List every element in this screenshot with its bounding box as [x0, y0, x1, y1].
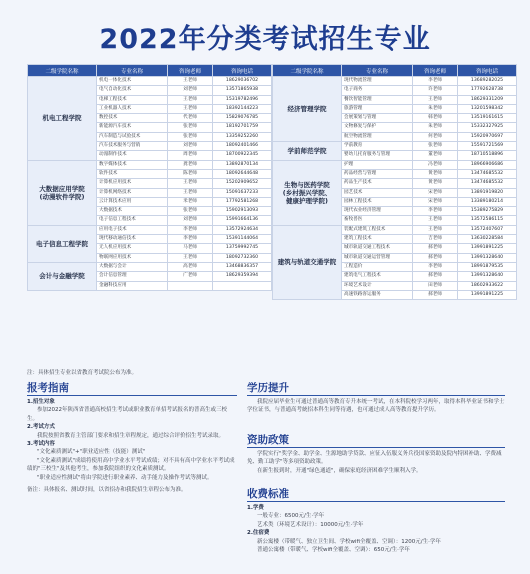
- phone-number: 18966906686: [458, 160, 517, 169]
- table-row: [28, 225, 272, 234]
- teacher-name: 高老师: [168, 262, 213, 271]
- teacher-name: 王老师: [168, 104, 213, 113]
- teacher-name: 李老师: [413, 262, 458, 271]
- table-row: [28, 77, 272, 86]
- fees-tuition-general: 一般专业：6500元/生·学年: [257, 513, 325, 520]
- teacher-name: 李老师: [168, 235, 213, 244]
- major-name: 会展策划与管理: [342, 114, 413, 123]
- teacher-name: 张老师: [168, 132, 213, 141]
- phone-number: 13201598342: [458, 104, 517, 113]
- major-name: 新能源汽车技术: [97, 123, 168, 132]
- phone-number: 15902913093: [213, 207, 272, 216]
- college-name: 机电工程学院: [28, 77, 97, 161]
- teacher-name: 宋老师: [413, 197, 458, 206]
- teacher-name: 王老师: [168, 95, 213, 104]
- phone-number: 15389275829: [458, 207, 517, 216]
- phone-number: 13991328640: [458, 272, 517, 281]
- major-name: 婴幼儿托育服务与管理: [342, 151, 413, 160]
- table-row: [28, 262, 272, 271]
- major-name: 城市轨道交通运营管理: [342, 253, 413, 262]
- major-name: 餐饮智能管理: [342, 95, 413, 104]
- teacher-name: 张老师: [168, 207, 213, 216]
- major-name: 应用电子技术: [97, 225, 168, 234]
- phone-number: 15202909652: [213, 179, 272, 188]
- teacher-name: 刘老师: [168, 216, 213, 225]
- table-note: 注：具体招生专业以省教育考试院公布为准。: [27, 370, 138, 376]
- major-name: 装配式建筑工程技术: [342, 225, 413, 234]
- guide-content-heading: 3.考试内容: [27, 441, 55, 448]
- major-name: 计算机应用技术: [97, 179, 168, 188]
- teacher-name: 郝老师: [413, 272, 458, 281]
- phone-number: 13759992745: [213, 244, 272, 253]
- phone-number: 13891919820: [458, 188, 517, 197]
- college-name: 大数据应用学院 (动漫软件学院): [28, 160, 97, 225]
- phone-number: 17792581268: [213, 197, 272, 206]
- phone-number: 13572586115: [458, 216, 517, 225]
- phone-number: 13468836357: [213, 262, 272, 271]
- phone-number: 18392144223: [213, 104, 272, 113]
- phone-number: 18629359394: [213, 272, 272, 281]
- teacher-name: 郝老师: [413, 244, 458, 253]
- teacher-name: 冯老师: [413, 160, 458, 169]
- major-name: 园艺技术: [342, 188, 413, 197]
- major-name: 园林工程技术: [342, 197, 413, 206]
- teacher-name: 李老师: [168, 225, 213, 234]
- teacher-name: 朱老师: [413, 104, 458, 113]
- teacher-name: 马老师: [168, 244, 213, 253]
- left-majors-table: [27, 64, 272, 291]
- major-name: 建筑电气工程技术: [342, 272, 413, 281]
- guide-content: [27, 398, 237, 494]
- table-row: [273, 225, 517, 234]
- table-row: [273, 77, 517, 86]
- table-row: [28, 160, 272, 169]
- fees-divider: [247, 501, 505, 502]
- teacher-name: 朱老师: [413, 123, 458, 132]
- phone-number: 13991891225: [458, 290, 517, 299]
- phone-number: 18991879535: [458, 262, 517, 271]
- phone-number: 13571865938: [213, 86, 272, 95]
- table-row: [273, 160, 517, 169]
- phone-number: 15319782496: [213, 95, 272, 104]
- phone-number: 18629036702: [213, 77, 272, 86]
- major-name: 动漫制作技术: [97, 151, 168, 160]
- major-name: 数字媒体技术: [97, 160, 168, 169]
- fees-housing-new: 新公寓楼（带暖气、独立卫生间、学校wifi全覆盖、空调）：1200元/生·学年: [257, 538, 441, 545]
- phone-number: 18710518896: [458, 151, 517, 160]
- major-name: 计算机网络技术: [97, 188, 168, 197]
- col-phone: 咨询电话: [213, 65, 272, 77]
- phone-number: 18092644648: [213, 169, 272, 178]
- fees-title: 收费标准: [247, 488, 289, 500]
- right-majors-table: [272, 64, 517, 300]
- phone-number: 18092732360: [213, 253, 272, 262]
- teacher-name: [168, 281, 213, 290]
- guide-content-c: "职业适应性测试"将由学院进行职业素养、动手能力及操作考试等测试。: [37, 474, 213, 481]
- guide-method-text: 我院按照省教育主管部门要求和招生章程规定，通过综合评价招生考试录取。: [37, 432, 225, 439]
- phone-number: 13572924634: [213, 225, 272, 234]
- teacher-name: 韩老师: [413, 114, 458, 123]
- major-name: 航空物流管理: [342, 132, 413, 141]
- major-name: 电子信息工程技术: [97, 216, 168, 225]
- upgrade-text: 我院应届毕业生可通过普通高等教育专升本统一考试，在本科院校学习两年，取得本科毕业证书和学士学位证书，与普通高考統招本科生同等待遇，也可通过成人高等教育提升学历。: [247, 399, 505, 414]
- teacher-name: 王老师: [413, 225, 458, 234]
- teacher-name: 张老师: [168, 123, 213, 132]
- aid-text-1: 学院实行"奖学金、助学金、生源地助学贷款、应征入伍服义务兵役国家资助及院内特困补助、学费减免、勤工助学"等多项资助政策。: [247, 451, 502, 466]
- phone-number: 13991328640: [458, 253, 517, 262]
- major-name: 工程造价: [342, 262, 413, 271]
- major-name: 大数据技术: [97, 207, 168, 216]
- guide-content-a: "文化素质测试"+"职业适应性（技能）测试": [37, 449, 146, 456]
- table-row: [273, 142, 517, 151]
- teacher-name: 王老师: [413, 216, 458, 225]
- major-name: 城市轨道交通工程技术: [342, 244, 413, 253]
- phone-number: 13359252260: [213, 132, 272, 141]
- phone-number: 15591721569: [458, 142, 517, 151]
- college-name: 经济管理学院: [273, 77, 342, 142]
- major-name: 文物修复与保护: [342, 123, 413, 132]
- phone-number: 18092401466: [213, 142, 272, 151]
- major-name: 药品生产技术: [342, 179, 413, 188]
- teacher-name: 王老师: [168, 253, 213, 262]
- teacher-name: 宋老师: [413, 188, 458, 197]
- college-name: 建筑与轨道交通学院: [273, 225, 342, 299]
- teacher-name: 张老师: [413, 142, 458, 151]
- college-name: 会计与金融学院: [28, 262, 97, 290]
- major-name: 学前教育: [342, 142, 413, 151]
- major-name: 药品经营与管理: [342, 169, 413, 178]
- phone-number: 13474685532: [458, 179, 517, 188]
- major-name: 工业机器人技术: [97, 104, 168, 113]
- page-title: 2022年分类考试招生专业: [99, 24, 431, 55]
- teacher-name: 田老师: [413, 281, 458, 290]
- guide-divider: [27, 395, 237, 396]
- major-name: 电梯工程技术: [97, 95, 168, 104]
- teacher-name: 刘老师: [168, 86, 213, 95]
- phone-number: 15829076785: [213, 114, 272, 123]
- major-name: 建筑工程技术: [342, 235, 413, 244]
- phone-number: 15991664136: [213, 216, 272, 225]
- col-college: 二级学院名称: [273, 65, 342, 77]
- teacher-name: 郝老师: [413, 253, 458, 262]
- major-name: 物联网应用技术: [97, 253, 168, 262]
- guide-method-heading: 2.考试方式: [27, 424, 55, 431]
- major-name: 旅游管理: [342, 104, 413, 113]
- major-name: 无人机应用技术: [97, 244, 168, 253]
- guide-remark: 备注：具体报名、测试时间，以省招办和我院招生章程公布为准。: [27, 487, 187, 494]
- phone-number: 13892870134: [213, 160, 272, 169]
- major-name: 畜牧兽医: [342, 216, 413, 225]
- col-major: 专业名称: [342, 65, 413, 77]
- phone-number: 18700922345: [213, 151, 272, 160]
- aid-title: 资助政策: [247, 434, 289, 446]
- teacher-name: 米老师: [168, 197, 213, 206]
- major-name: 环境艺术设计: [342, 281, 413, 290]
- phone-number: 18629331209: [458, 95, 517, 104]
- guide-target-heading: 1.招生对象: [27, 399, 55, 405]
- teacher-name: 吉老师: [413, 235, 458, 244]
- phone-number: 13389180214: [458, 197, 517, 206]
- phone-number: 13572407607: [458, 225, 517, 234]
- major-name: 金融科技应用: [97, 281, 168, 290]
- phone-number: 18192701759: [213, 123, 272, 132]
- teacher-name: 周老师: [168, 151, 213, 160]
- guide-target-text: 参加2022年陕西省普通高校招生考试或职业教育单招考试报名的普高生或三校生。: [27, 407, 227, 422]
- phone-number: 13689282025: [458, 77, 517, 86]
- fees-housing-heading: 2.住宿费: [247, 530, 270, 537]
- teacher-name: 王老师: [168, 179, 213, 188]
- phone-number: 15391144064: [213, 235, 272, 244]
- aid-divider: [247, 447, 505, 448]
- phone-number: 13991891225: [458, 244, 517, 253]
- teacher-name: 李老师: [413, 207, 458, 216]
- teacher-name: 董老师: [413, 151, 458, 160]
- phone-number: 13519161615: [458, 114, 517, 123]
- phone-number: 18602933622: [458, 281, 517, 290]
- phone-number: [213, 281, 272, 290]
- major-name: 现代农业经济管理: [342, 207, 413, 216]
- teacher-name: 黄老师: [413, 169, 458, 178]
- col-teacher: 咨询老师: [168, 65, 213, 77]
- major-name: 数控技术: [97, 114, 168, 123]
- teacher-name: 王老师: [168, 77, 213, 86]
- teacher-name: 陈老师: [168, 169, 213, 178]
- major-name: 机电一体化技术: [97, 77, 168, 86]
- major-name: 现代移动通信技术: [97, 235, 168, 244]
- fees-tuition-art: 艺术类（环境艺术设计）：10000元/生·学年: [257, 521, 364, 528]
- col-college: 二级学院名称: [28, 65, 97, 77]
- teacher-name: 王老师: [413, 95, 458, 104]
- major-name: 会计信息管理: [97, 272, 168, 281]
- col-teacher: 咨询老师: [413, 65, 458, 77]
- upgrade-divider: [247, 395, 505, 396]
- major-name: 汽车制造与试验技术: [97, 132, 168, 141]
- guide-content-b: "文化素质测试"成绩将使用高中学业水平考试成绩；对不具有高中学业水平考试成绩的"三校生"及其他考生，参加我院组织的文化素质测试。: [27, 457, 235, 473]
- aid-text-2: 在新生报到时，开通"绿色通道"，确保家庭经济困难学生顺利入学。: [257, 467, 422, 474]
- teacher-name: 王老师: [168, 188, 213, 197]
- major-name: 电气自动化技术: [97, 86, 168, 95]
- phone-number: 13630228584: [458, 235, 517, 244]
- fees-content: [247, 504, 505, 554]
- major-name: 云计算技术应用: [97, 197, 168, 206]
- major-name: 护理: [342, 160, 413, 169]
- college-name: 生物与医药学院 (乡村振兴学院、 健康护理学院): [273, 160, 342, 225]
- teacher-name: 何老师: [413, 132, 458, 141]
- upgrade-title: 学历提升: [247, 382, 289, 394]
- phone-number: 17792628738: [458, 86, 517, 95]
- college-name: 学前师范学院: [273, 142, 342, 161]
- major-name: 现代物流管理: [342, 77, 413, 86]
- teacher-name: 黄老师: [413, 179, 458, 188]
- teacher-name: 龚老师: [168, 160, 213, 169]
- teacher-name: 郝老师: [413, 290, 458, 299]
- major-name: 电子商务: [342, 86, 413, 95]
- teacher-name: 广老师: [168, 272, 213, 281]
- guide-title: 报考指南: [27, 382, 69, 394]
- phone-number: 15091637233: [213, 188, 272, 197]
- aid-content: [247, 450, 505, 475]
- college-name: 电子信息工程学院: [28, 225, 97, 262]
- major-name: 汽车技术服务与营销: [97, 142, 168, 151]
- fees-housing-regular: 普通公寓楼（带暖气、学校wifi全覆盖、空调）：650元/生·学年: [257, 547, 410, 554]
- phone-number: 13474685532: [458, 169, 517, 178]
- phone-number: 15920970697: [458, 132, 517, 141]
- col-phone: 咨询电话: [458, 65, 517, 77]
- major-name: 软件技术: [97, 169, 168, 178]
- teacher-name: 刘老师: [168, 142, 213, 151]
- major-name: 高速铁路客运服务: [342, 290, 413, 299]
- phone-number: 15332327925: [458, 123, 517, 132]
- fees-tuition-heading: 1.学费: [247, 505, 264, 511]
- teacher-name: 李老师: [413, 77, 458, 86]
- teacher-name: 许老师: [413, 86, 458, 95]
- teacher-name: 代老师: [168, 114, 213, 123]
- col-major: 专业名称: [97, 65, 168, 77]
- major-name: 大数据与会计: [97, 262, 168, 271]
